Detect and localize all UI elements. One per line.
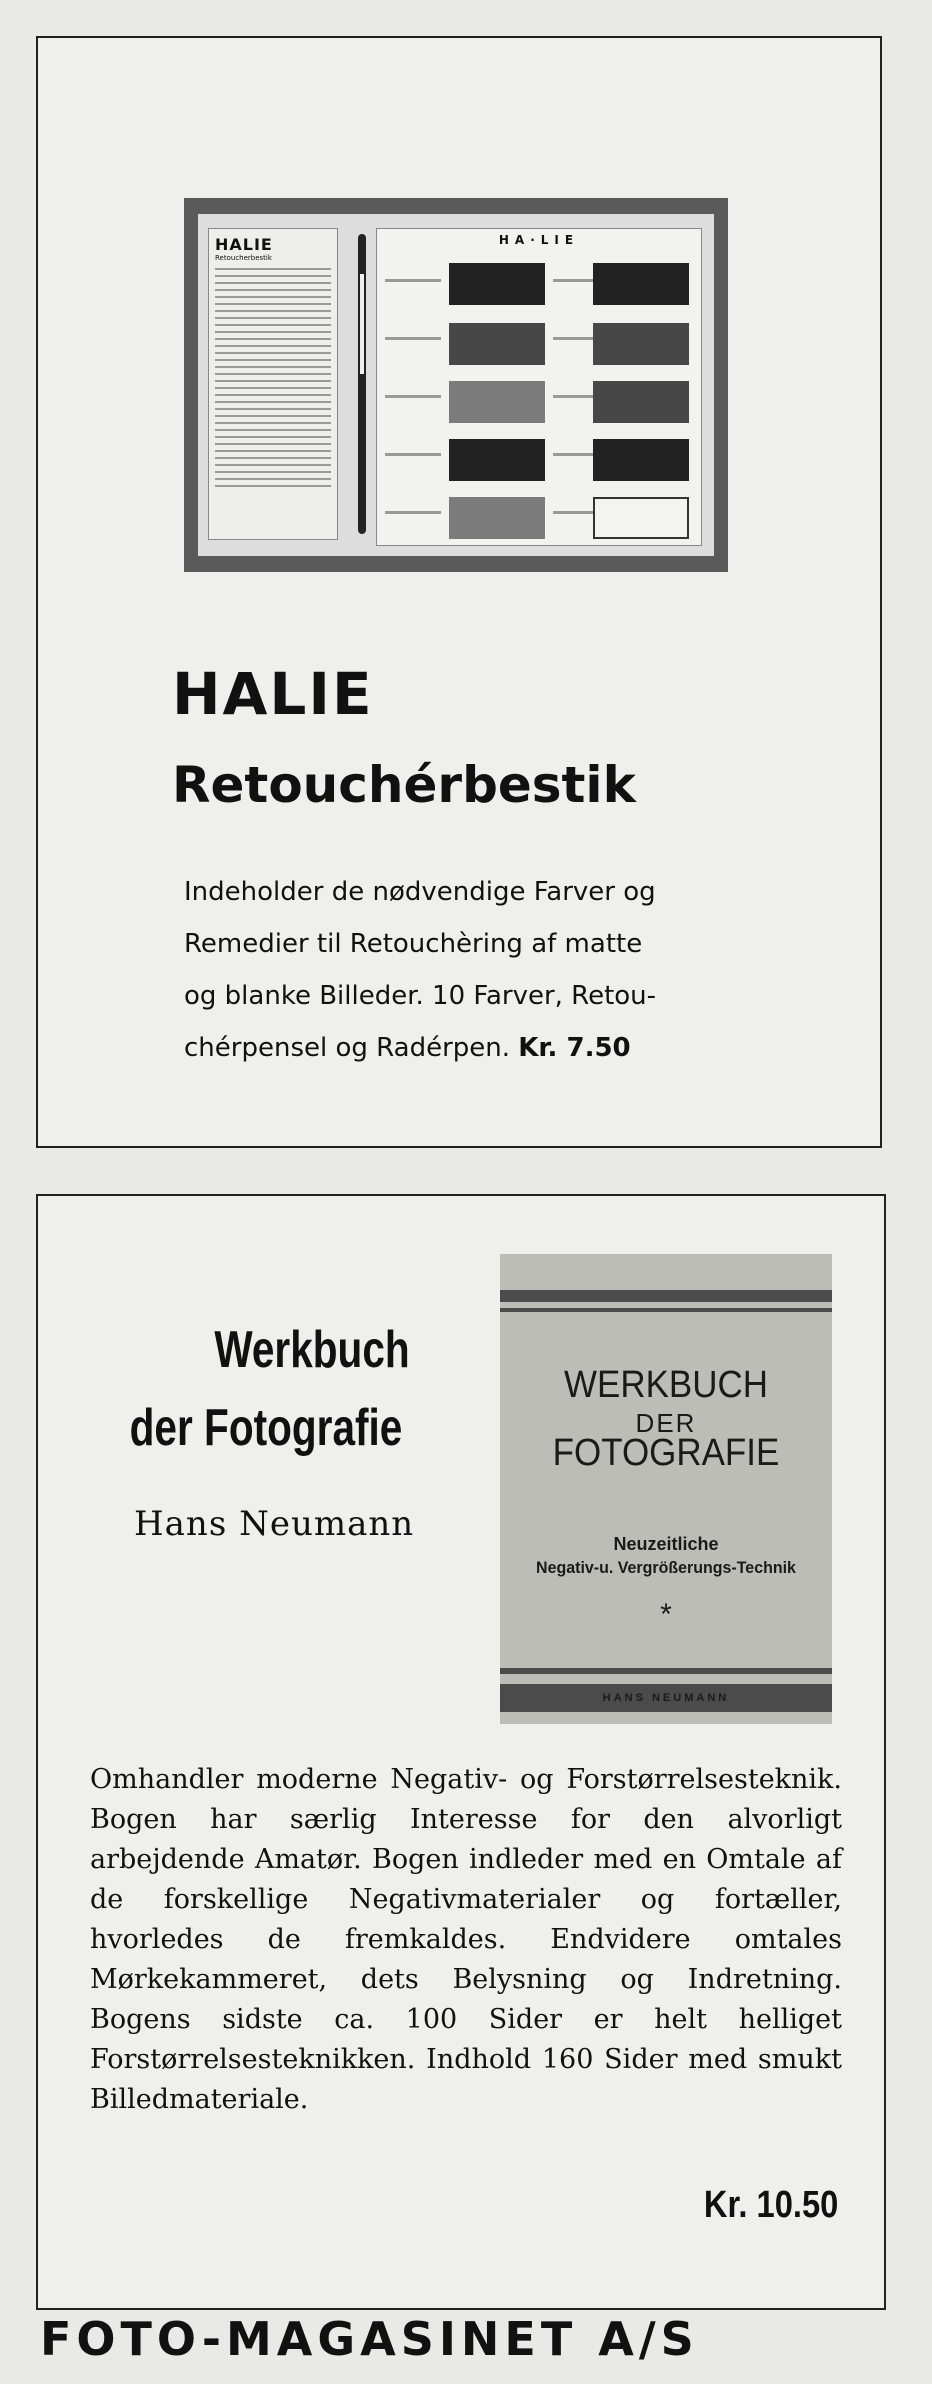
swatch-label [385, 337, 441, 340]
description-line-text: chérpensel og Radérpen. [184, 1033, 511, 1063]
kit-brand: HALIE [215, 235, 273, 254]
swatch-label [385, 395, 441, 398]
description-line: Indeholder de nødvendige Farver og [184, 877, 656, 907]
color-swatch [449, 439, 545, 481]
kit-header: HA·LIE [498, 233, 580, 247]
cover-band-top [500, 1290, 832, 1302]
book-description: Omhandler moderne Negativ- og Forstørrelsesteknik. Bogen har særlig Interesse for den alvorligt arbejdende Amatør. Bogen indleder med en Omtale af de forskellige Negativmaterialer og fortæller, hvorledes de fremkaldes. Endvidere omtales Mørkekammeret, dets Belysning og Indretning. Bogens sidste ca. 100 Sider er helt helliget Forstørrelsesteknikken. Indhold 160 Sider med smukt Billedmateriale. [90, 1764, 842, 2115]
description-line: og blanke Billeder. 10 Farver, Retou- [184, 981, 657, 1011]
cover-star: * [660, 1598, 672, 1631]
cover-title-line3: FOTOGRAFIE [552, 1432, 780, 1474]
description-line: Remedier til Retouchèring af matte [184, 929, 643, 959]
color-swatch [593, 439, 689, 481]
color-swatch [593, 381, 689, 423]
color-swatch [593, 323, 689, 365]
cover-title-line2: DER [635, 1408, 697, 1438]
halie-price: Kr. 7.50 [518, 1033, 631, 1063]
cover-title-line1: WERKBUCH [564, 1364, 768, 1406]
color-swatch [449, 497, 545, 539]
color-swatch [593, 263, 689, 305]
retouching-brush [358, 234, 366, 534]
kit-instruction-card [208, 228, 338, 540]
color-swatch [449, 381, 545, 423]
cover-subtitle1: Neuzeitliche [613, 1534, 719, 1554]
cover-author: HANS NEUMANN [602, 1692, 730, 1704]
cover-band-top-thin [500, 1308, 832, 1312]
retouching-kit-photo [184, 198, 728, 572]
book-price: Kr. 10.50 [703, 2184, 838, 2226]
book-cover-image [500, 1254, 832, 1724]
swatch-label [385, 279, 441, 282]
kit-case [198, 214, 714, 556]
halie-description [184, 866, 784, 1074]
book-title-line2: der Fotografie [129, 1399, 403, 1457]
color-swatch [449, 263, 545, 305]
halie-title: HALIE [172, 660, 374, 728]
werkbuch-advertisement [36, 1194, 886, 2310]
publisher-footer: FOTO-MAGASINET A/S [40, 2312, 699, 2366]
color-swatch [449, 323, 545, 365]
kit-text-lines [215, 268, 331, 487]
book-title-line1: Werkbuch [214, 1321, 410, 1379]
halie-subtitle: Retouchérbestik [172, 756, 636, 814]
halie-advertisement [36, 36, 882, 1148]
swatch-label [385, 511, 441, 514]
color-palette-board [376, 228, 702, 546]
swatch-label [385, 453, 441, 456]
book-author: Hans Neumann [134, 1504, 415, 1544]
description-line [184, 1022, 784, 1074]
color-swatch [593, 497, 689, 539]
cover-band-bottom-thin [500, 1668, 832, 1674]
cover-subtitle2: Negativ-u. Vergrößerungs-Technik [536, 1558, 796, 1577]
kit-subtitle: Retoucherbestik [215, 254, 272, 262]
